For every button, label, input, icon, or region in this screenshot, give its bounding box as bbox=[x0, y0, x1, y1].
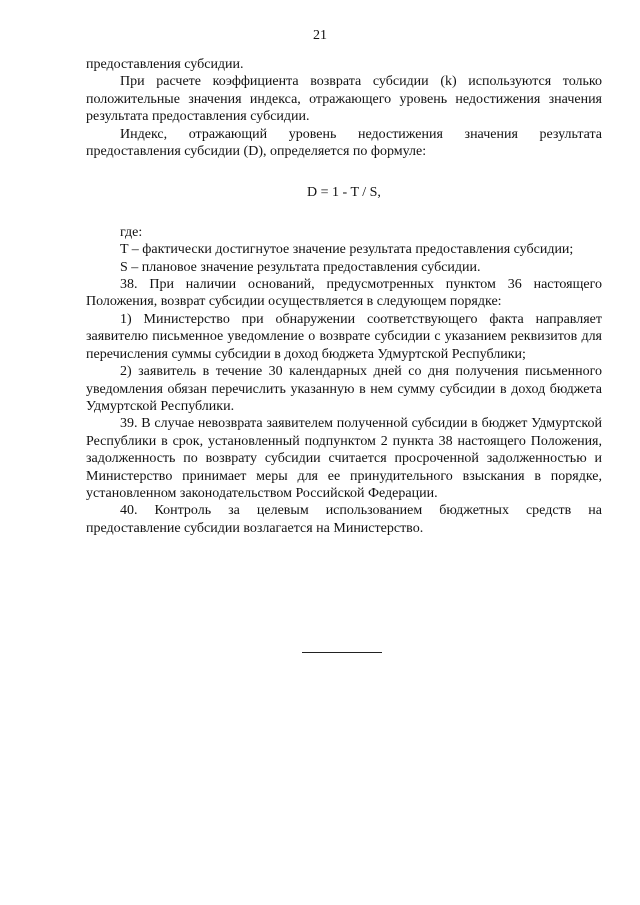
paragraph-continuation: предоставления субсидии. bbox=[86, 57, 244, 72]
definition-s: S – плановое значение результата предоставления субсидии. bbox=[120, 259, 481, 275]
formula: D = 1 - T / S, bbox=[307, 185, 381, 201]
paragraph-coefficient: При расчете коэффициента возврата субсидии (k) используются только положительные значения индекса, отражающего уровень недостижения значения результата предоставления субсидии. bbox=[86, 74, 602, 125]
paragraph-38-item-1: 1) Министерство при обнаружении соответствующего факта направляет заявителю письменное уведомление о возврате субсидии с указанием реквизитов для перечисления суммы субсидии в доход бюджета Удмуртской Республики; bbox=[86, 311, 602, 362]
paragraph-38-item-2: 2) заявитель в течение 30 календарных дней со дня получения письменного уведомления обязан перечислить указанную в нем сумму субсидии в доход бюджета Удмуртской Республики. bbox=[86, 364, 602, 414]
end-separator-line bbox=[302, 652, 382, 653]
paragraph-index: Индекс, отражающий уровень недостижения значения результата предоставления субсидии (D), определяется по формуле: bbox=[86, 126, 602, 160]
paragraph-40: 40. Контроль за целевым использованием бюджетных средств на предоставление субсидии возлагается на Министерство. bbox=[86, 503, 602, 536]
document-body bbox=[86, 56, 602, 537]
definition-t: T – фактически достигнутое значение результата предоставления субсидии; bbox=[120, 242, 574, 258]
paragraph-38: 38. При наличии оснований, предусмотренных пунктом 36 настоящего Положения, возврат субсидии осуществляется в следующем порядке: bbox=[86, 277, 602, 310]
paragraph-39: 39. В случае невозврата заявителем полученной субсидии в бюджет Удмуртской Республики в срок, установленный подпунктом 2 пункта 38 настоящего Положения, задолженность по возврату субсидии считается просроченной задолженностью и Министерство принимает меры для ее принудительного взыскания в порядке, установленном законодательством Российской Федерации. bbox=[86, 416, 602, 501]
paragraph-where: где: bbox=[120, 224, 143, 240]
page-number: 21 bbox=[313, 28, 327, 43]
